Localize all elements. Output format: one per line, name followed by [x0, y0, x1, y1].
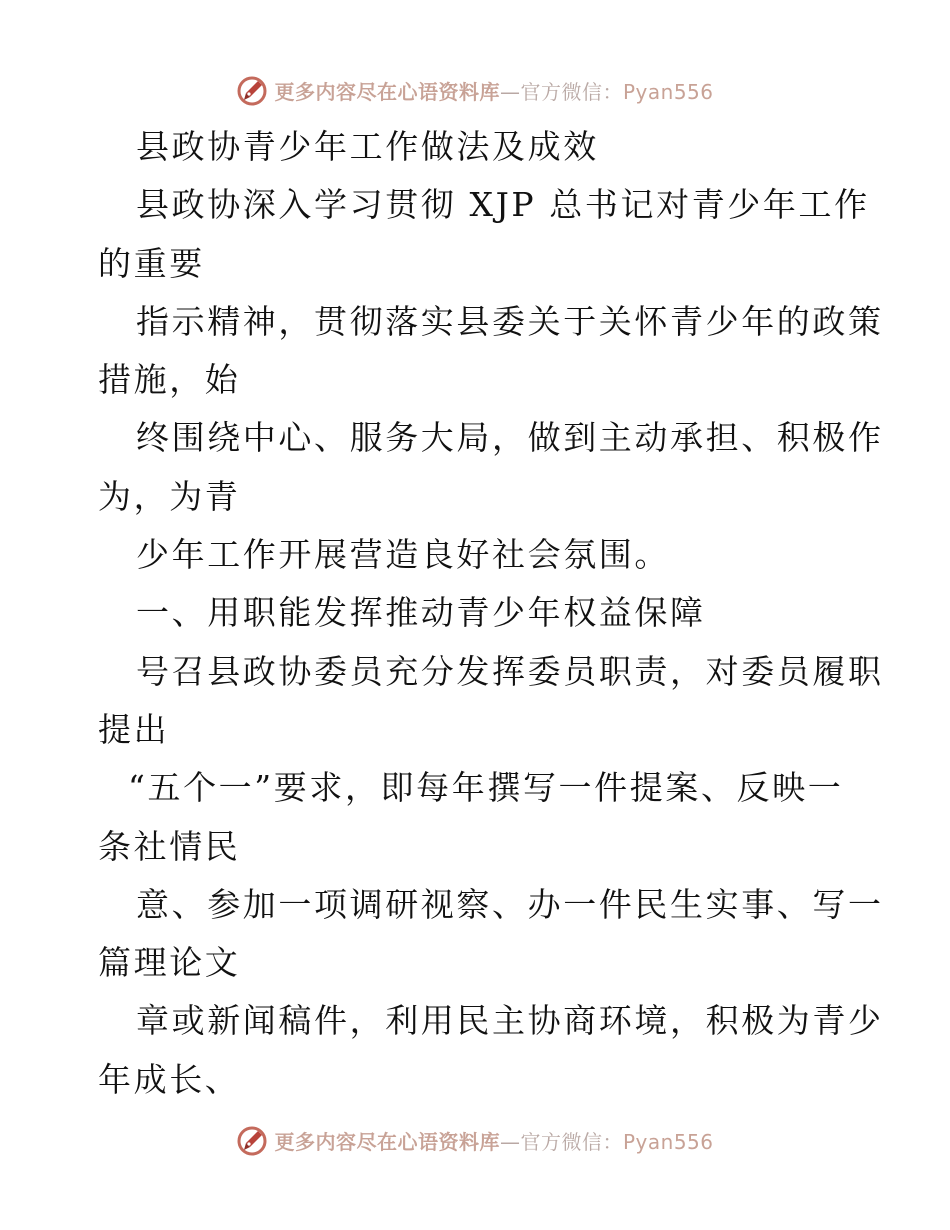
header-banner-wechat-id: Pyan556 [622, 79, 714, 104]
paragraph-line: 号召县政协委员充分发挥委员职责，对委员履职 [136, 651, 884, 691]
paragraph-line: 为，为青 [98, 476, 241, 516]
paragraph-line: 年成长、 [98, 1059, 241, 1099]
pen-logo-icon [236, 1123, 270, 1157]
paragraph-line: 意、参加一项调研视察、办一件民生实事、写一 [136, 884, 884, 924]
header-banner-text [274, 76, 713, 105]
footer-banner-wechat-id: Pyan556 [622, 1129, 714, 1154]
footer-banner-label: —官方微信： [499, 1129, 623, 1154]
section-heading: 一、用职能发挥推动青少年权益保障 [136, 593, 706, 633]
pen-logo-icon [236, 73, 270, 107]
header-banner-label: —官方微信： [499, 79, 623, 104]
footer-banner [0, 1118, 950, 1162]
footer-banner-title: 更多内容尽在心语资料库 [274, 1129, 500, 1154]
paragraph-line: 篇理论文 [98, 943, 241, 983]
paragraph-line: 措施，始 [98, 360, 241, 400]
document-body [98, 118, 884, 1109]
paragraph-line: 提出 [98, 709, 170, 749]
paragraph-line: “五个一”要求，即每年撰写一件提案、反映一 [128, 768, 844, 808]
paragraph-line: 少年工作开展营造良好社会氛围。 [136, 535, 670, 575]
paragraph-line: 指示精神，贯彻落实县委关于关怀青少年的政策 [136, 301, 884, 341]
paragraph-line: 终围绕中心、服务大局，做到主动承担、积极作 [136, 418, 884, 458]
paragraph-line: 章或新闻稿件，利用民主协商环境，积极为青少 [136, 1001, 884, 1041]
header-banner-title: 更多内容尽在心语资料库 [274, 79, 500, 104]
paragraph-line: 县政协深入学习贯彻 XJP 总书记对青少年工作 [136, 185, 870, 225]
header-banner [0, 68, 950, 112]
paragraph-line: 条社情民 [98, 826, 241, 866]
paragraph-line: 的重要 [98, 243, 205, 283]
document-title: 县政协青少年工作做法及成效 [136, 127, 599, 166]
footer-banner-text [274, 1126, 713, 1155]
